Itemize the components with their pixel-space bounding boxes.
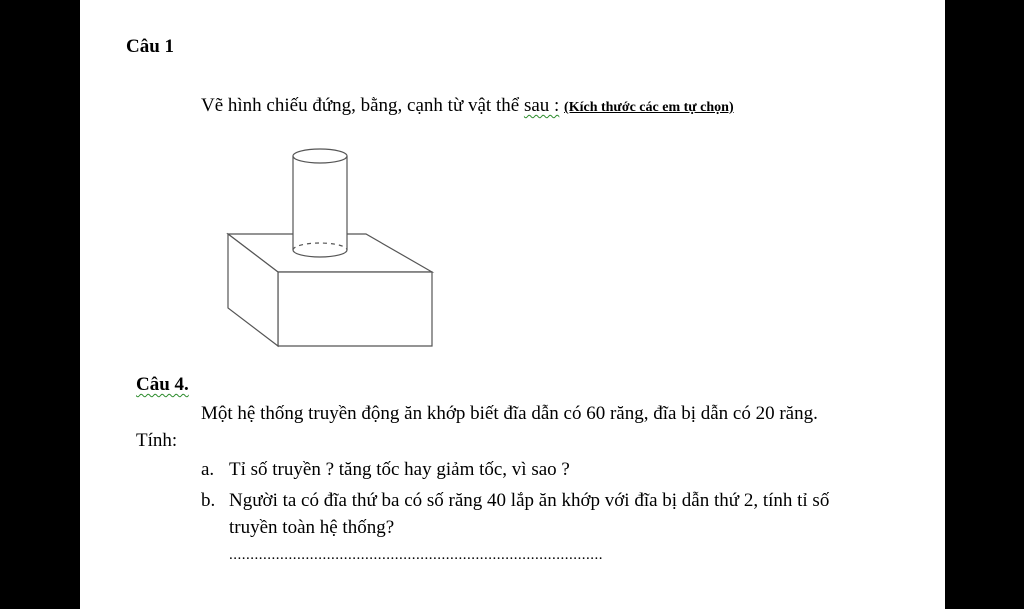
question-1-instruction xyxy=(201,95,734,117)
question-4-intro-text: Một hệ thống truyền động ăn khớp biết đĩa dẫn có 60 răng, đĩa bị dẫn có 20 răng. xyxy=(201,403,818,424)
object-drawing xyxy=(220,140,450,355)
question-4b-marker: b. xyxy=(201,490,216,511)
question-4b-line-1: Người ta có đĩa thứ ba có số răng 40 lắp ăn khớp với đĩa bị dẫn thứ 2, tính tỉ số xyxy=(229,490,830,511)
question-1-instruction-sau: sau : xyxy=(523,95,560,116)
question-1-title: Câu 1 xyxy=(126,36,175,57)
question-1-note: (Kích thước các em tự chọn) xyxy=(564,100,734,115)
cylinder-top xyxy=(293,149,347,163)
question-4b-line-2: truyền toàn hệ thống? xyxy=(229,517,395,538)
answer-line: ........................................................................................ xyxy=(229,547,603,563)
question-1-instruction-text: Vẽ hình chiếu đứng, bằng, cạnh từ vật thể xyxy=(201,95,520,116)
box-front-face xyxy=(278,272,432,346)
question-4-tinh: Tính: xyxy=(136,430,178,451)
document-page xyxy=(80,0,945,609)
question-4a-text: Tỉ số truyền ? tăng tốc hay giảm tốc, vì sao ? xyxy=(229,459,570,480)
question-4-title: Câu 4. xyxy=(136,374,189,395)
question-4a-marker: a. xyxy=(201,459,215,480)
cylinder-body xyxy=(293,156,347,250)
question-4-intro xyxy=(201,403,818,425)
